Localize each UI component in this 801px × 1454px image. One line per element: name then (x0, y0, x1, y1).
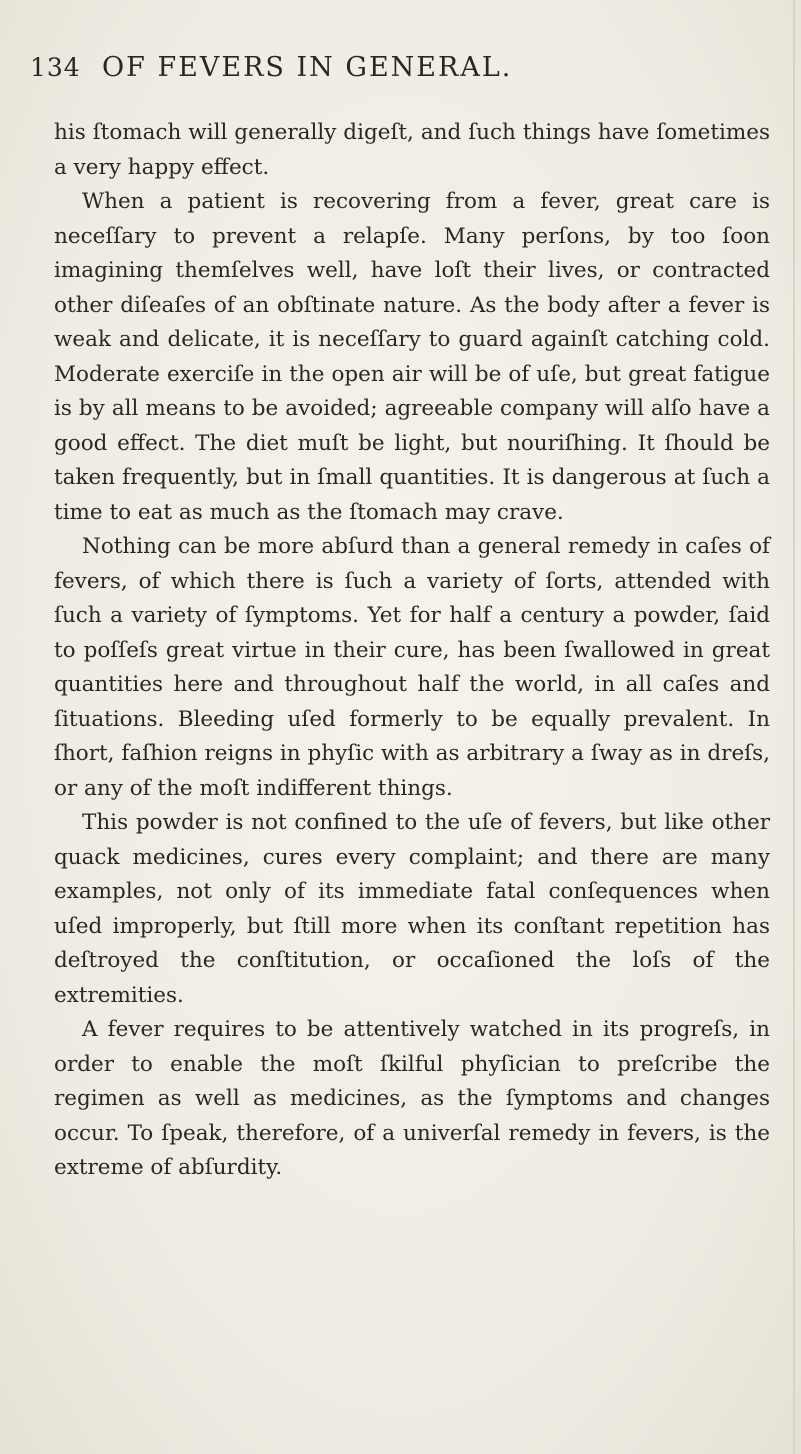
paragraph: his ſtomach will generally digeſt, and ſuch things have ſometimes a very happy effect. (54, 120, 770, 180)
body-text (30, 116, 770, 1186)
paragraph: A fever requires to be attentively watched in its progreſs, in order to enable the moſt ſkilful phyſician to preſcribe the regimen as well as medicines, as the ſymptoms and changes occur. To ſpeak, therefore, of a univerſal remedy in fevers, is the extreme of abſurdity. (54, 1017, 770, 1180)
paragraph: Nothing can be more abſurd than a general remedy in caſes of fevers, of which there is ſuch a variety of ſorts, attended with ſuch a variety of ſymptoms. Yet for half a century a powder, ſaid to poſſeſs great virtue in their cure, has been ſwallowed in great quantities here and throughout half the world, in all caſes and ſituations. Bleeding uſed formerly to be equally prevalent. In ſhort, faſhion reigns in phyſic with as arbitrary a ſway as in dreſs, or any of the moſt indifferent things. (54, 534, 770, 801)
paragraph: When a patient is recovering from a fever, great care is neceſſary to prevent a relapſe. Many perſons, by too ſoon imagining themſelves well, have loſt their lives, or contracted other diſeaſes of an obſtinate nature. As the body after a fever is weak and delicate, it is neceſſary to guard againſt catching cold. Moderate exerciſe in the open air will be of uſe, but great fatigue is by all means to be avoided; agreeable company will alſo have a good effect. The diet muſt be light, but nouriſhing. It ſhould be taken frequently, but in ſmall quantities. It is dangerous at ſuch a time to eat as much as the ſtomach may crave. (54, 189, 770, 525)
running-head (30, 52, 761, 102)
page-edge (793, 0, 795, 1454)
paragraph: This powder is not confined to the uſe of fevers, but like other quack medicines, cures every complaint; and there are many examples, not only of its immediate fatal conſequences when uſed improperly, but ſtill more when its conſtant repetition has deſtroyed the conſtitution, or occaſioned the loſs of the extremities. (54, 810, 770, 1008)
running-title: OF FEVERS IN GENERAL. (102, 52, 513, 83)
page-number: 134 (30, 53, 81, 82)
